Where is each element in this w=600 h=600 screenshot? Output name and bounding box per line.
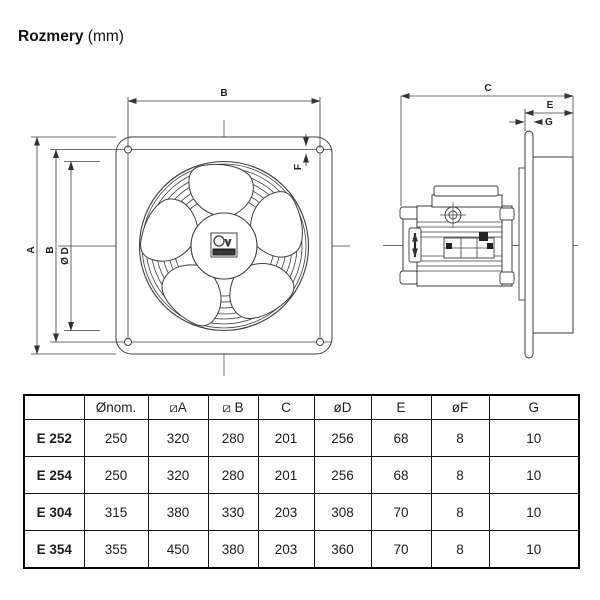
cell: 10 [489, 494, 579, 531]
cell: 256 [314, 420, 371, 457]
bolt-head [487, 243, 493, 249]
logo-mark: V [225, 238, 232, 248]
table-row [24, 457, 579, 494]
col-header-square-a: ⧄A [148, 395, 208, 420]
cell: 380 [208, 531, 258, 569]
cell: 355 [84, 531, 148, 569]
corner-hole [317, 339, 324, 346]
terminal-box [432, 195, 502, 207]
terminal-box-lid [434, 186, 498, 196]
cell: 68 [371, 457, 431, 494]
adapter-ring [519, 168, 525, 300]
dim-label-g: G [545, 117, 553, 128]
dimensions-table [23, 394, 580, 569]
dim-label-f: F [293, 163, 304, 171]
cell: 70 [371, 494, 431, 531]
model-name: E 354 [24, 531, 84, 569]
model-name: E 254 [24, 457, 84, 494]
logo-brand-text: VORTICE [213, 249, 235, 255]
cell: 308 [314, 494, 371, 531]
table-row [24, 494, 579, 531]
col-header-model [24, 395, 84, 420]
dim-label-d: Ø D [60, 247, 71, 265]
cell: 203 [258, 494, 314, 531]
corner-hole [125, 339, 132, 346]
header-row [24, 395, 579, 420]
col-header-nominal-diameter: Ønom. [84, 395, 148, 420]
col-header-c: C [258, 395, 314, 420]
cell: 203 [258, 531, 314, 569]
dim-label-c: C [484, 83, 492, 94]
cell: 250 [84, 420, 148, 457]
cell: 8 [431, 494, 489, 531]
model-name: E 252 [24, 420, 84, 457]
cell: 68 [371, 420, 431, 457]
col-header-square-b: ⧄ B [208, 395, 258, 420]
col-header-e: E [371, 395, 431, 420]
cell: 320 [148, 457, 208, 494]
cell: 450 [148, 531, 208, 569]
cell: 10 [489, 457, 579, 494]
cell: 70 [371, 531, 431, 569]
cell: 201 [258, 420, 314, 457]
cell: 280 [208, 420, 258, 457]
cell: 10 [489, 531, 579, 569]
cell: 8 [431, 531, 489, 569]
plate-edge [525, 131, 533, 358]
bolt-head [479, 232, 488, 241]
side-view-drawing [383, 83, 578, 358]
page-title-unit: (mm) [87, 28, 124, 45]
cell: 201 [258, 457, 314, 494]
col-header-g: G [489, 395, 579, 420]
table-row [24, 531, 579, 569]
dim-label-b-top: B [220, 88, 228, 99]
front-view-drawing [26, 88, 350, 376]
motor-drawing [400, 186, 514, 286]
dimension-g [509, 117, 553, 128]
vortice-logo [211, 233, 237, 257]
page-title-text: Rozmery [18, 28, 84, 45]
dim-label-b-left: B [45, 246, 56, 254]
venturi-shroud [533, 157, 573, 333]
bolt-head [446, 243, 452, 249]
col-header-diameter-d: øD [314, 395, 371, 420]
cell: 360 [314, 531, 371, 569]
end-shield-tab-bottom [500, 272, 514, 284]
end-shield-tab-top [500, 208, 514, 220]
model-name: E 304 [24, 494, 84, 531]
cell: 280 [208, 457, 258, 494]
cell: 8 [431, 457, 489, 494]
cell: 380 [148, 494, 208, 531]
cell: 330 [208, 494, 258, 531]
bracket-flange-top [400, 207, 418, 219]
dim-label-a: A [26, 246, 37, 254]
cell: 10 [489, 420, 579, 457]
cell: 320 [148, 420, 208, 457]
dim-label-e: E [546, 100, 554, 111]
table-row [24, 420, 579, 457]
cell: 250 [84, 457, 148, 494]
bracket-flange-bottom [400, 271, 418, 284]
cell: 8 [431, 420, 489, 457]
cell: 256 [314, 457, 371, 494]
col-header-diameter-f: øF [431, 395, 489, 420]
cell: 315 [84, 494, 148, 531]
